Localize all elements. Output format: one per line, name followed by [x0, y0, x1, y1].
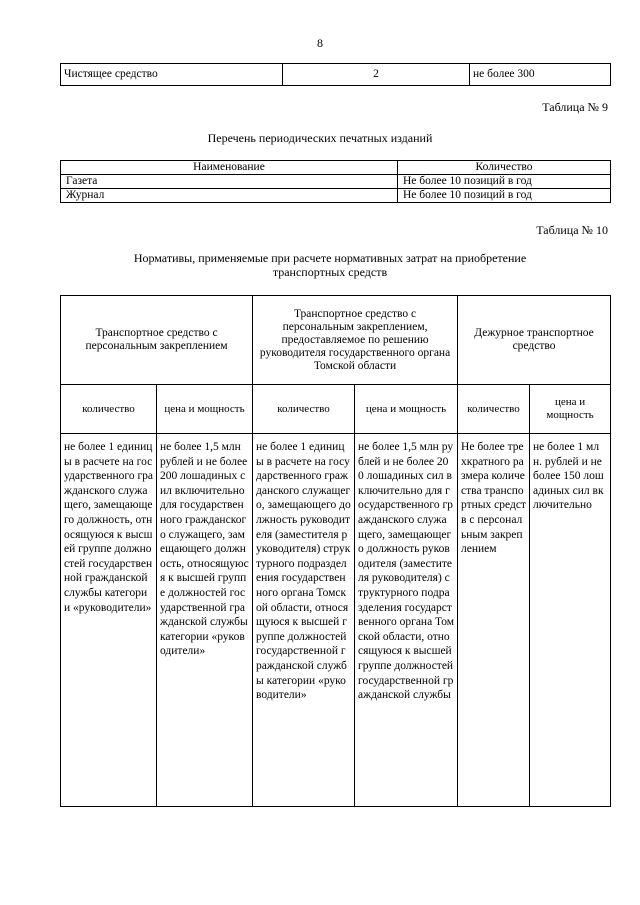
table-row: [61, 64, 611, 86]
table-cell: не более 1 млн. рублей и не более 150 лошадиных сил включительно: [530, 434, 611, 807]
table-cell: не более 1 единицы в расчете на государственного гражданского служащего, замещающего должность, относящуюся к высшей группе должностей государственной гражданской службы категории «руководители»: [61, 434, 157, 807]
column-header: цена и мощность: [355, 385, 458, 434]
sub-header-row: [61, 385, 611, 434]
group-header-row: [61, 296, 611, 385]
table-9-title: Перечень периодических печатных изданий: [207, 131, 433, 145]
column-header: цена и мощность: [530, 385, 611, 434]
table-header-row: [61, 161, 611, 175]
column-header: Наименование: [61, 161, 398, 175]
table-cell: не более 1 единицы в расчете на государственного гражданского служащего, замещающего должность руководителя (заместителя руководителя) структурного подразделения государственного органа Томской области, относящуюся к высшей группе должностей государственной гражданской службы категории «руководители»: [253, 434, 355, 807]
table-cell: Газета: [61, 175, 398, 189]
group-header: Транспортное средство с персональным закреплением: [61, 296, 253, 385]
table-row: [61, 434, 611, 807]
table-cell: не более 1,5 млн рублей и не более 200 лошадиных сил включительно для государственного гражданского служащего, замещающего должность, относящуюся к высшей группе должностей государственной гражданской службы категории «руководители»: [157, 434, 253, 807]
table-row: [61, 175, 611, 189]
group-header: Дежурное транспортное средство: [458, 296, 611, 385]
table-cell: Не более трехкратного размера количества транспортных средств с персональным закреплением: [458, 434, 530, 807]
column-header: количество: [458, 385, 530, 434]
table-row: [61, 189, 611, 203]
item-price: не более 300: [470, 64, 611, 86]
table-cell: Журнал: [61, 189, 398, 203]
item-quantity: 2: [283, 64, 470, 86]
table-10-title: Нормативы, применяемые при расчете нормативных затрат на приобретение транспортных средств: [133, 251, 527, 279]
page-number: 8: [317, 36, 323, 50]
table-cell: Не более 10 позиций в год: [398, 189, 611, 203]
item-name: Чистящее средство: [61, 64, 283, 86]
vehicles-table: [60, 295, 611, 807]
table-9-label: Таблица № 9: [542, 100, 608, 114]
cleaning-table: [60, 63, 611, 86]
column-header: количество: [61, 385, 157, 434]
table-10-label: Таблица № 10: [536, 223, 608, 237]
column-header: Количество: [398, 161, 611, 175]
periodicals-table: [60, 160, 611, 203]
column-header: количество: [253, 385, 355, 434]
group-header: Транспортное средство с персональным закреплением, предоставляемое по решению руководителя государственного органа Томской области: [253, 296, 458, 385]
table-cell: не более 1,5 млн рублей и не более 200 лошадиных сил включительно для государственного гражданского служащего, замещающего должность руководителя (заместителя руководителя) структурного подразделения государственного органа Томской области, относящуюся к высшей группе должностей государственной гражданской службы: [355, 434, 458, 807]
table-cell: Не более 10 позиций в год: [398, 175, 611, 189]
column-header: цена и мощность: [157, 385, 253, 434]
